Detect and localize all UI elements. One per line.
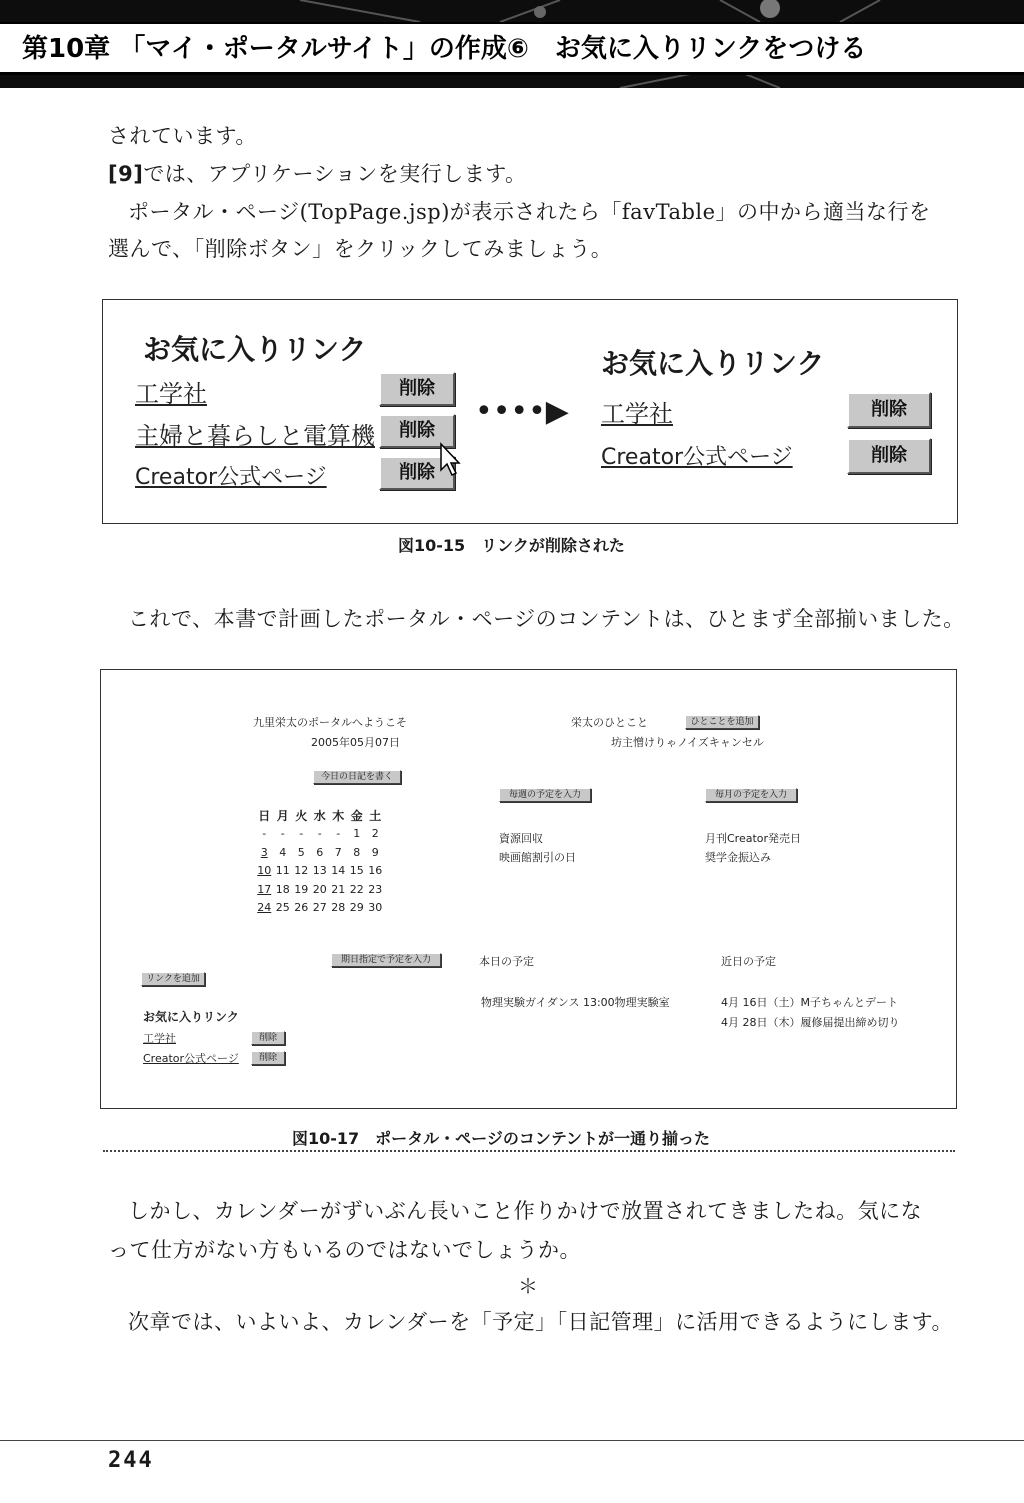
upcoming-plan-item: 4月 28日（木）履修届提出締め切り — [721, 1016, 900, 1029]
link-kougakusha[interactable]: 工学社 — [601, 400, 673, 428]
calendar-day: 1 — [353, 827, 361, 841]
calendar-day-link[interactable]: 3 — [260, 845, 268, 859]
calendar-day: - — [280, 827, 285, 841]
calendar-day: 20 — [312, 882, 327, 896]
weekday-label: 火 — [295, 808, 308, 823]
link-shufu[interactable]: 主婦と暮らしと電算機 — [135, 422, 375, 450]
calendar-day: 30 — [368, 901, 383, 915]
body-text-line: 次章では、いよいよ、カレンダーを「予定」「日記管理」に活用できるようにします。 — [128, 1310, 953, 1334]
page-number: 244 — [108, 1448, 154, 1473]
delete-button[interactable]: 削除 — [251, 1051, 285, 1065]
add-hitokoto-button[interactable]: ひとことを追加 — [685, 715, 759, 729]
hitokoto-label: 栄太のひとこと — [571, 716, 648, 729]
calendar-day: 6 — [316, 845, 324, 859]
fav-title-before: お気に入りリンク — [143, 333, 367, 366]
calendar-day: 15 — [349, 864, 364, 878]
chapter-header — [0, 0, 1024, 88]
calendar-day: 8 — [353, 845, 361, 859]
calendar-day: 12 — [294, 864, 309, 878]
weekday-label: 土 — [369, 808, 382, 823]
today-plan-item: 物理実験ガイダンス 13:00物理実験室 — [481, 996, 670, 1009]
weekly-plan-button[interactable]: 毎週の予定を入力 — [499, 788, 591, 802]
calendar-day: 14 — [331, 864, 346, 878]
delete-button[interactable]: 削除 — [379, 414, 455, 448]
calendar-day: 5 — [297, 845, 305, 859]
calendar-day: 28 — [331, 901, 346, 915]
step-reference: [9] — [108, 162, 144, 186]
calendar — [255, 806, 385, 917]
asterisk-separator: ＊ — [518, 1274, 539, 1298]
calendar-day: 18 — [275, 882, 290, 896]
calendar-day: 4 — [279, 845, 287, 859]
arrow-icon: ••••▶ — [475, 394, 569, 429]
calendar-day: 7 — [334, 845, 342, 859]
fav-title-after: お気に入りリンク — [601, 347, 825, 380]
footer-rule — [0, 1440, 1024, 1441]
figure-caption: 図10-17 ポータル・ページのコンテントが一通り揃った — [292, 1129, 711, 1148]
calendar-day: - — [336, 827, 341, 841]
date-text: 2005年05月07日 — [311, 736, 400, 749]
link-kougakusha[interactable]: 工学社 — [135, 380, 207, 408]
monthly-item: 奨学金振込み — [705, 851, 771, 864]
date-plan-button[interactable]: 期日指定で予定を入力 — [331, 953, 441, 967]
weekday-label: 木 — [332, 808, 345, 823]
calendar-day-link[interactable]: 17 — [257, 882, 272, 896]
delete-button[interactable]: 削除 — [847, 392, 931, 428]
chapter-title: 第10章 「マイ・ポータルサイト」の作成⑥ お気に入りリンクをつける — [22, 34, 867, 64]
hitokoto-text: 坊主憎けりゃノイズキャンセル — [611, 736, 764, 749]
body-text-line: 選んで、「削除ボタン」をクリックしてみましょう。 — [108, 237, 613, 261]
calendar-day: - — [317, 827, 322, 841]
fav-links-title: お気に入りリンク — [143, 1010, 239, 1024]
calendar-day: 21 — [331, 882, 346, 896]
weekly-item: 映画館割引の日 — [499, 851, 576, 864]
link-kougakusha[interactable]: 工学社 — [143, 1032, 176, 1045]
body-text-line: ポータル・ページ(TopPage.jsp)が表示されたら「favTable」の中から適当な行を — [128, 200, 931, 224]
calendar-day: 11 — [275, 864, 290, 878]
weekday-label: 金 — [350, 808, 363, 823]
body-text-line: しかし、カレンダーがずいぶん長いこと作りかけで放置されてきましたね。気にな — [128, 1199, 923, 1223]
calendar-day-link[interactable]: 10 — [257, 864, 272, 878]
calendar-day: 25 — [275, 901, 290, 915]
monthly-plan-button[interactable]: 毎月の予定を入力 — [705, 788, 797, 802]
monthly-item: 月刊Creator発売日 — [705, 832, 802, 845]
calendar-day: 16 — [368, 864, 383, 878]
weekday-label: 水 — [313, 808, 326, 823]
figure-10-17 — [100, 669, 957, 1109]
body-text-line: って仕方がない方もいるのではないでしょうか。 — [108, 1238, 581, 1262]
delete-button[interactable]: 削除 — [379, 456, 455, 490]
weekday-label: 月 — [276, 808, 289, 823]
upcoming-plan-item: 4月 16日（土）M子ちゃんとデート — [721, 996, 898, 1009]
calendar-day: 22 — [349, 882, 364, 896]
body-text-line: [9]では、アプリケーションを実行します。 — [108, 162, 527, 186]
calendar-day: 29 — [349, 901, 364, 915]
calendar-day: 27 — [312, 901, 327, 915]
today-plan-label: 本日の予定 — [479, 955, 534, 968]
calendar-day: - — [262, 827, 267, 841]
link-creator[interactable]: Creator公式ページ — [601, 445, 793, 470]
figure-caption: 図10-15 リンクが削除された — [398, 536, 625, 555]
calendar-day: 13 — [312, 864, 327, 878]
calendar-day: 19 — [294, 882, 309, 896]
calendar-day: 2 — [371, 827, 379, 841]
calendar-day-link[interactable]: 24 — [257, 901, 272, 915]
write-diary-button[interactable]: 今日の日記を書く — [313, 770, 401, 784]
add-link-button[interactable]: リンクを追加 — [141, 972, 205, 986]
weekday-label: 日 — [258, 808, 271, 823]
upcoming-plan-label: 近日の予定 — [721, 955, 776, 968]
figure-10-15 — [102, 299, 958, 524]
calendar-day: 23 — [368, 882, 383, 896]
calendar-day: 9 — [371, 845, 379, 859]
divider — [103, 1150, 955, 1152]
link-creator[interactable]: Creator公式ページ — [135, 465, 327, 490]
welcome-text: 九里栄太のポータルへようこそ — [253, 716, 407, 729]
delete-button[interactable]: 削除 — [847, 438, 931, 474]
delete-button[interactable]: 削除 — [379, 372, 455, 406]
delete-button[interactable]: 削除 — [251, 1031, 285, 1045]
calendar-day: 26 — [294, 901, 309, 915]
body-text-line: されています。 — [108, 124, 257, 148]
body-text-line: これで、本書で計画したポータル・ページのコンテントは、ひとまず全部揃いました。 — [128, 607, 965, 631]
link-creator[interactable]: Creator公式ページ — [143, 1052, 239, 1065]
mouse-cursor-icon — [439, 442, 461, 478]
weekly-item: 資源回収 — [499, 832, 543, 845]
calendar-day: - — [299, 827, 304, 841]
